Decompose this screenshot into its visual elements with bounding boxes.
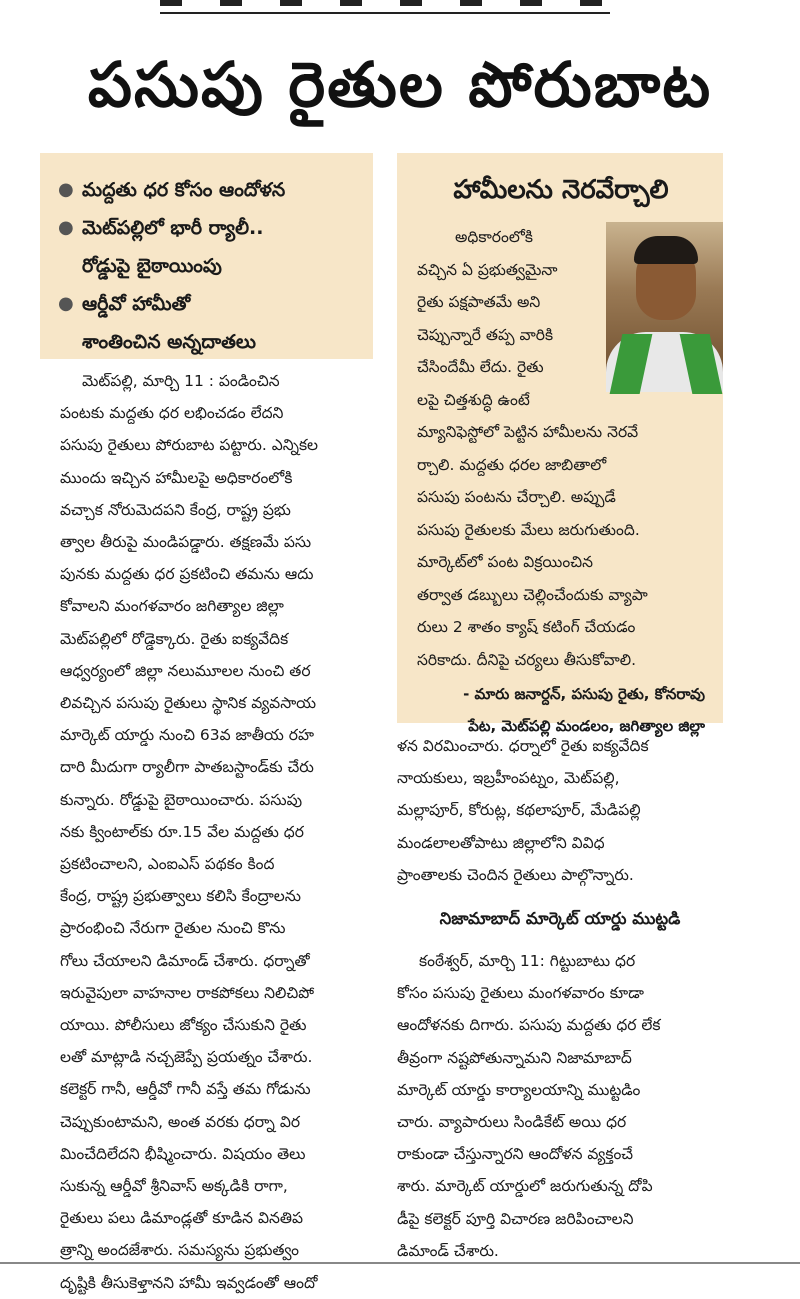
article-line: మార్కెట్ యార్డు కార్యాలయాన్ని ముట్టడిం xyxy=(397,1080,641,1099)
article-line: ప్రారంభించి నేరుగా రైతుల నుంచి కొను xyxy=(60,919,286,938)
article-line: ముందు ఇచ్చిన హామీలపై అధికారంలోకి xyxy=(60,468,293,487)
article-left-column xyxy=(60,365,375,1299)
sidebar-line: చెప్పున్నారే తప్ప వారికి xyxy=(417,325,554,344)
byline-line: - మారు జనార్దన్, పసుపు రైతు, కోనరావు xyxy=(463,685,705,703)
sidebar-line: రైతు పక్షపాతమే అని xyxy=(417,293,541,311)
article-line: ప్రాంతాలకు చెందిన రైతులు పాల్గొన్నారు. xyxy=(397,865,634,884)
article-line: మార్కెట్ యార్డు నుంచి 63వ జాతీయ రహ xyxy=(60,726,314,745)
article-line: కలెక్టర్ గానీ, ఆర్డీవో గానీ వస్తే తమ గోడును xyxy=(60,1080,311,1099)
article-line: నకు క్వింటాల్‌కు రూ.15 వేల మద్దతు ధర xyxy=(60,822,304,841)
sidebar-line: పసుపు పంటను చేర్చాలి. అప్పుడే xyxy=(417,488,616,506)
article-line: ఆందోళనకు దిగారు. పసుపు మద్దతు ధర లేక xyxy=(397,1016,661,1035)
highlights-box xyxy=(40,153,373,359)
article-line: సుకున్న ఆర్డీవో శ్రీనివాస్ అక్కడికి రాగా, xyxy=(60,1177,288,1196)
highlight-line: ఆర్డీవో హామీతో xyxy=(82,293,191,315)
photo-hair xyxy=(634,236,698,264)
article-line: ప్రకటించాలని, ఎంఐఎస్ పథకం కింద xyxy=(60,855,275,874)
article-line: శారు. మార్కెట్ యార్డులో జరుగుతున్న దోపి xyxy=(397,1177,653,1196)
sidebar-line: వచ్చిన ఏ ప్రభుత్వమైనా xyxy=(417,260,558,279)
article-line: వచ్చాక నోరుమెదపని కేంద్ర, రాష్ట్ర ప్రభు xyxy=(60,500,291,519)
article-line: నాయకులు, ఇబ్రహీంపట్నం, మెట్‌పల్లి, xyxy=(397,769,620,788)
sidebar-line: చేసిందేమీ లేదు. రైతు xyxy=(417,358,544,376)
highlight-line: శాంతించిన అన్నదాతలు xyxy=(82,331,256,353)
article-line: దారి మీదుగా ర్యాలీగా పాతబస్టాండ్‌కు చేరు xyxy=(60,758,314,777)
article-line: డీపై కలెక్టర్ పూర్తి విచారణ జరిపించాలని xyxy=(397,1209,634,1228)
article-line: కంఠేశ్వర్, మార్చి 11: గిట్టుబాటు ధర xyxy=(419,952,636,971)
sidebar-line: తర్వాత డబ్బులు చెల్లించేందుకు వ్యాపా xyxy=(417,585,648,604)
article-line: లతో మాట్లాడి నచ్చజెప్పే ప్రయత్నం చేశారు. xyxy=(60,1048,313,1067)
sidebar-line: రులు 2 శాతం క్యాష్ కటింగ్ చేయడం xyxy=(417,618,636,636)
top-rule xyxy=(160,0,610,14)
sidebar-line: మ్యానిఫెస్టోలో పెట్టిన హామీలను నెరవే xyxy=(417,423,639,441)
article-line: డిమాండ్ చేశారు. xyxy=(397,1241,499,1260)
article-line: చెప్పుకుంటామని, అంత వరకు ధర్నా విర xyxy=(60,1112,301,1131)
article-right-bottom xyxy=(397,945,723,1267)
article-line: కున్నారు. రోడ్డుపై బైఠాయించారు. పసుపు xyxy=(60,790,303,809)
highlight-line: రోడ్డుపై బైఠాయింపు xyxy=(82,255,222,277)
article-line: రైతులు పలు డిమాండ్లతో కూడిన వినతిప xyxy=(60,1209,304,1228)
article-line: దృష్టికి తీసుకెళ్తానని హామీ ఇవ్వడంతో ఆందో xyxy=(60,1273,318,1292)
highlight-line: మెట్‌పల్లిలో భారీ ర్యాలీ.. xyxy=(82,217,264,239)
bottom-rule xyxy=(0,1262,800,1264)
article-line: మెట్‌పల్లి, మార్చి 11 : పండించిన xyxy=(82,372,280,390)
article-line: కోసం పసుపు రైతులు మంగళవారం కూడా xyxy=(397,984,644,1003)
article-line: పునకు మద్దతు ధర ప్రకటించి తమను ఆదు xyxy=(60,565,314,584)
subhead-nizamabad: నిజామాబాద్ మార్కెట్ యార్డు ముట్టడి xyxy=(439,909,681,929)
highlight-line: మద్దతు ధర కోసం ఆందోళన xyxy=(82,179,286,201)
sidebar-line: ర్చాలి. మద్దతు ధరల జాబితాలో xyxy=(417,455,607,474)
article-line: మండలాలతోపాటు జిల్లాలోని వివిధ xyxy=(397,833,605,852)
article-right-column xyxy=(397,730,723,1267)
article-line: కేంద్ర, రాష్ట్ర ప్రభుత్వాలు కలిసి కేంద్రాలను xyxy=(60,887,301,906)
article-line: రాకుండా చేస్తున్నారని ఆందోళన వ్యక్తంచే xyxy=(397,1145,634,1164)
sidebar-line: లపై చిత్తశుద్ధి ఉంటే xyxy=(417,390,530,409)
byline-line: పేట, మెట్‌పల్లి మండలం, జగిత్యాల జిల్లా xyxy=(468,717,705,735)
cut-headline-fragment xyxy=(160,0,610,6)
highlight-item xyxy=(58,171,359,209)
bullet-icon: ● xyxy=(58,293,74,314)
article-line: యాయి. పోలీసులు జోక్యం చేసుకుని రైతు xyxy=(60,1016,307,1035)
article-line: త్రాన్ని అందజేశారు. సమస్యను ప్రభుత్వం xyxy=(60,1241,300,1260)
article-line: పసుపు రైతులు పోరుబాట పట్టారు. ఎన్నికల xyxy=(60,436,319,455)
sidebar-line: అధికారంలోకి xyxy=(455,228,533,246)
highlight-item xyxy=(58,285,359,361)
sidebar-title: హామీలను నెరవేర్చాలి xyxy=(453,175,669,205)
article-line: మెట్‌పల్లిలో రోడ్డెక్కారు. రైతు ఐక్యవేదిక xyxy=(60,629,289,648)
article-line: తీవ్రంగా నష్టపోతున్నామని నిజామాబాద్ xyxy=(397,1048,632,1067)
sidebar-line: సరికాదు. దీనిపై చర్యలు తీసుకోవాలి. xyxy=(417,650,637,669)
article-line: లివచ్చిన పసుపు రైతులు స్థానిక వ్యవసాయ xyxy=(60,694,317,713)
article-line: చారు. వ్యాపారులు సిండికేట్ అయి ధర xyxy=(397,1113,627,1132)
bullet-icon: ● xyxy=(58,217,74,238)
article-line: త్వాల తీరుపై మండిపడ్డారు. తక్షణమే పసు xyxy=(60,533,312,552)
headline: పసుపు రైతుల పోరుబాట xyxy=(87,48,713,121)
article-line: పంటకు మద్దతు ధర లభించడం లేదని xyxy=(60,404,284,423)
article-line: మించేదిలేదని భీష్మించారు. విషయం తెలు xyxy=(60,1144,306,1163)
article-right-top xyxy=(397,730,723,891)
article-line: మల్లాపూర్, కోరుట్ల, కథలాపూర్, మేడిపల్లి xyxy=(397,801,641,820)
sidebar-line: మార్కెట్‌లో పంట విక్రయించిన xyxy=(417,553,593,571)
article-line: కోవాలని మంగళవారం జగిత్యాల జిల్లా xyxy=(60,597,284,616)
highlight-item xyxy=(58,209,359,285)
article-line: గోలు చేయాలని డిమాండ్ చేశారు. ధర్నాతో xyxy=(60,951,310,970)
sidebar-line: పసుపు రైతులకు మేలు జరుగుతుంది. xyxy=(417,520,640,539)
article-line: ఆధ్వర్యంలో జిల్లా నలుమూలల నుంచి తర xyxy=(60,661,311,680)
article-line: ఇరువైపులా వాహనాల రాకపోకలు నిలిచిపో xyxy=(60,983,315,1002)
farmer-photo xyxy=(606,222,723,390)
article-line: ళన విరమించారు. ధర్నాలో రైతు ఐక్యవేదిక xyxy=(397,737,649,755)
bullet-icon: ● xyxy=(58,179,74,200)
